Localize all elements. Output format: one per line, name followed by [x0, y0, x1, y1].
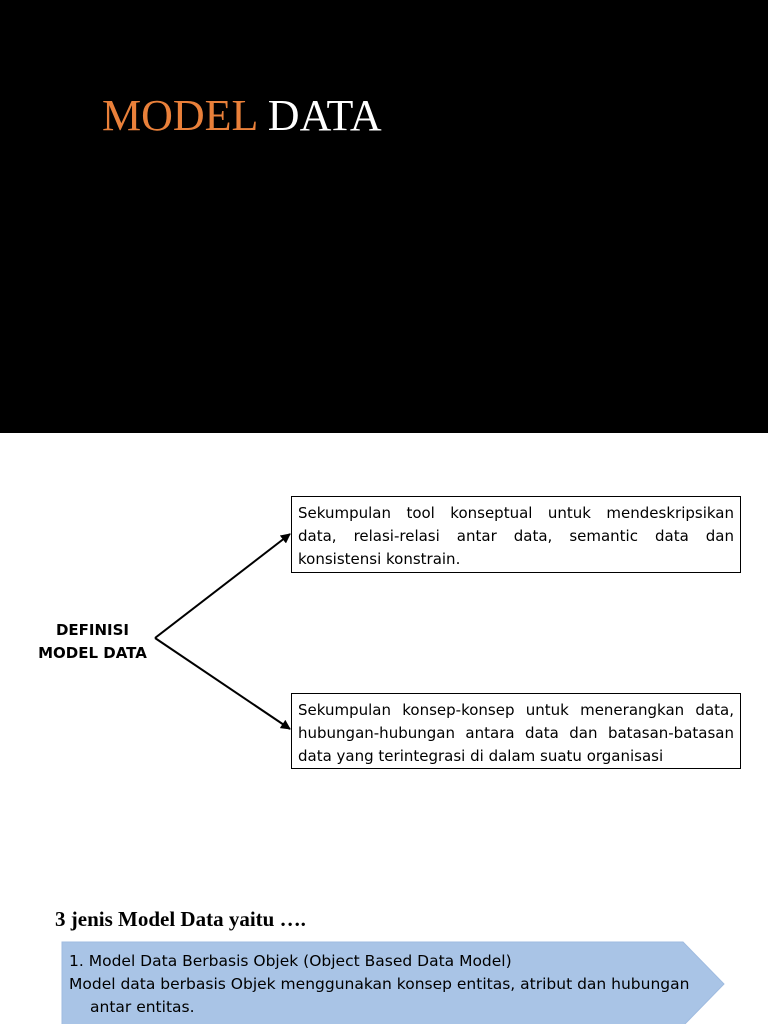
- arrow-to-definition-1: [155, 534, 290, 638]
- jenis-heading: 3 jenis Model Data yaitu ….: [55, 907, 306, 931]
- item-description: [69, 973, 719, 1019]
- item-description-line1: Model data berbasis Objek menggunakan konsep entitas, atribut dan hubungan: [69, 975, 690, 993]
- arrow-to-definition-2: [155, 638, 290, 729]
- definition-diagram: [0, 433, 768, 893]
- list-item: [69, 950, 719, 1019]
- definition-box-2: Sekumpulan konsep-konsep untuk menerangkan data, hubungan-hubungan antara data dan batasan-batasan data yang terintegrasi di dalam suatu organisasi: [291, 693, 741, 769]
- title-slide: [0, 0, 768, 433]
- definition-box-1: Sekumpulan tool konseptual untuk mendeskripsikan data, relasi-relasi antar data, semantic data dan konsistensi konstrain.: [291, 496, 741, 573]
- definisi-label: DEFINISI MODEL DATA: [38, 621, 147, 662]
- item-description-line2: antar entitas.: [90, 998, 195, 1016]
- item-heading: 1. Model Data Berbasis Objek (Object Based Data Model): [69, 952, 512, 970]
- slide-title: [102, 88, 382, 144]
- title-word-model: MODEL: [102, 91, 257, 140]
- title-word-data: DATA: [267, 91, 382, 140]
